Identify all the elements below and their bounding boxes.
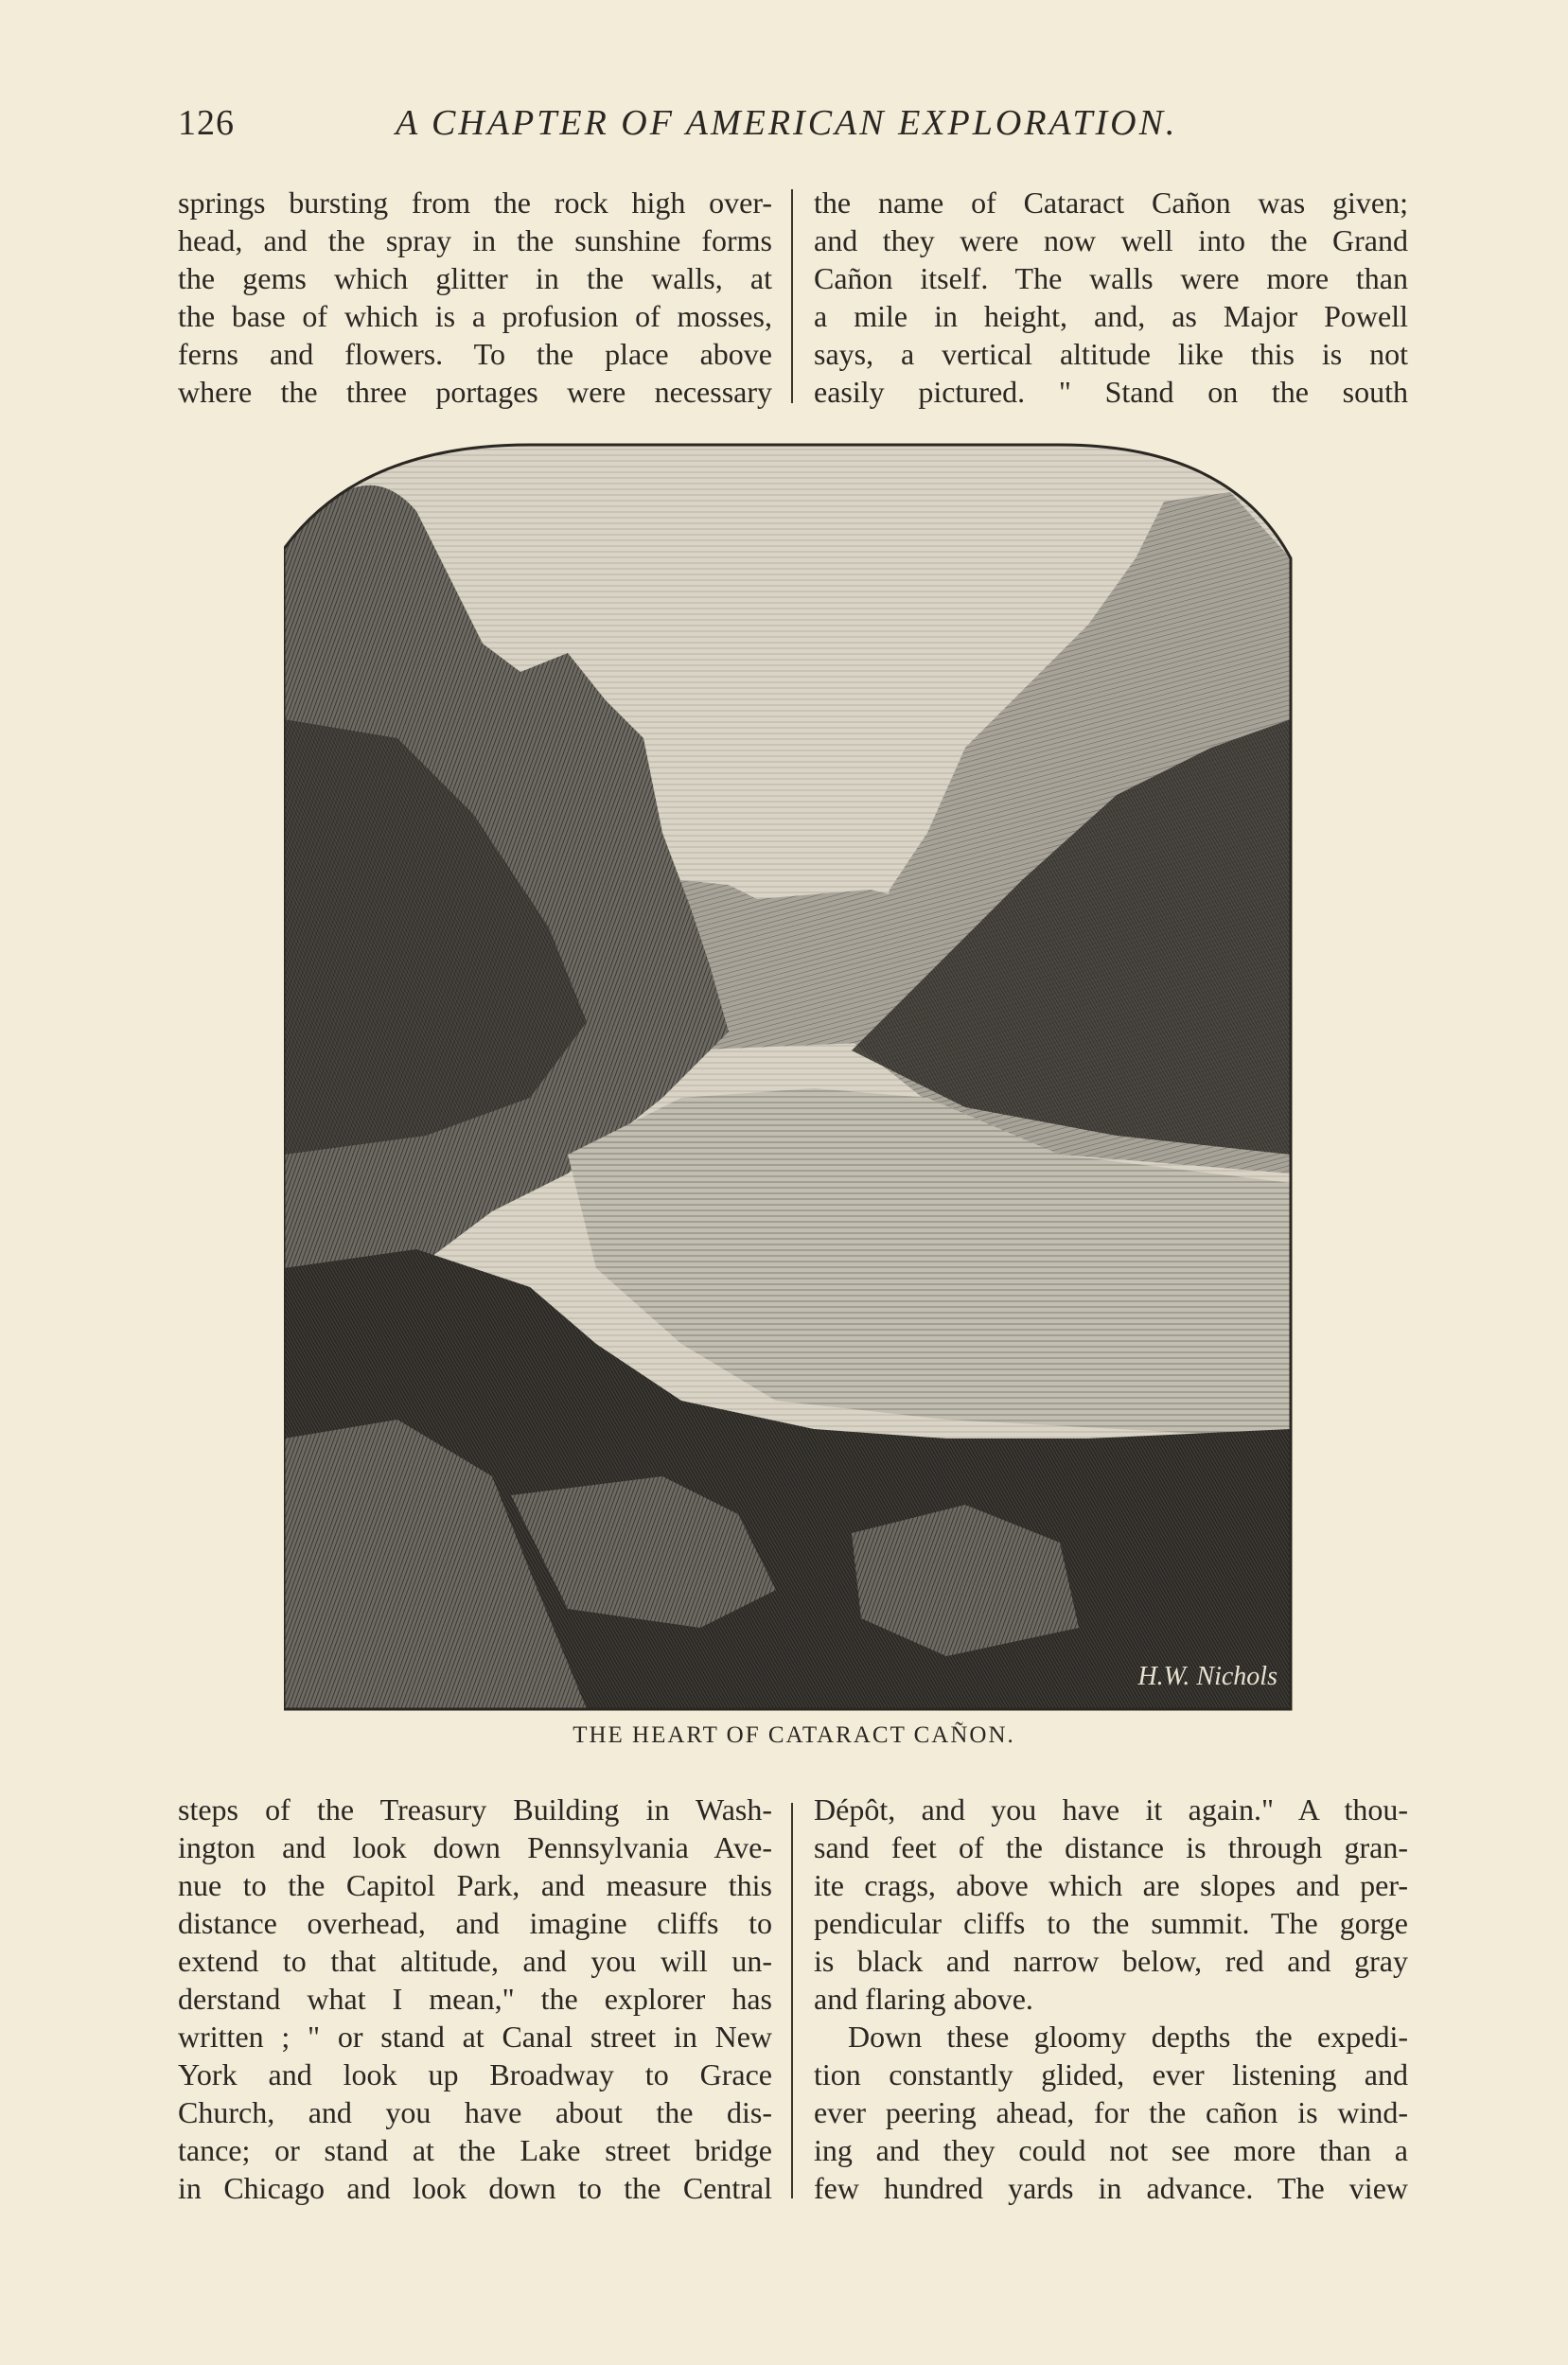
text-column-bottom-left bbox=[178, 1791, 772, 2207]
page-number: 126 bbox=[178, 103, 235, 143]
text-line: the name of Cataract Cañon was given; bbox=[814, 185, 1408, 220]
text-line: derstand what I mean," the explorer has bbox=[178, 1982, 772, 2016]
text-column-bottom-right bbox=[814, 1791, 1408, 2207]
text-line: Dépôt, and you have it again." A thou- bbox=[814, 1792, 1408, 1827]
artist-signature: H.W. Nichols bbox=[1137, 1662, 1277, 1691]
text-line: easily pictured. " Stand on the south bbox=[814, 375, 1408, 409]
text-line: a mile in height, and, as Major Powell bbox=[814, 299, 1408, 333]
text-line: pendicular cliffs to the summit. The gorge bbox=[814, 1906, 1408, 1940]
text-column-top-right bbox=[814, 184, 1408, 411]
text-line: says, a vertical altitude like this is not bbox=[814, 337, 1408, 371]
text-line: distance overhead, and imagine cliffs to bbox=[178, 1906, 772, 1940]
page-header bbox=[178, 102, 1408, 144]
figure-caption: THE HEART OF CATARACT CAÑON. bbox=[573, 1722, 1015, 1748]
text-line: tion constantly glided, ever listening and bbox=[814, 2057, 1408, 2091]
canyon-engraving bbox=[284, 435, 1304, 1713]
text-line: ington and look down Pennsylvania Ave- bbox=[178, 1830, 772, 1864]
text-line: few hundred yards in advance. The view bbox=[814, 2171, 1408, 2205]
text-line: sand feet of the distance is through gran- bbox=[814, 1830, 1408, 1864]
text-line: Down these gloomy depths the expedi- bbox=[848, 2020, 1408, 2054]
text-line: the base of which is a profusion of mosses, bbox=[178, 299, 772, 333]
text-line: ite crags, above which are slopes and per- bbox=[814, 1868, 1408, 1902]
running-title: A CHAPTER OF AMERICAN EXPLORATION. bbox=[396, 103, 1178, 143]
text-line: extend to that altitude, and you will un- bbox=[178, 1944, 772, 1978]
text-line: where the three portages were necessary bbox=[178, 375, 772, 409]
text-line: and flaring above. bbox=[814, 1982, 1033, 2016]
text-line: Church, and you have about the dis- bbox=[178, 2095, 772, 2129]
text-line: in Chicago and look down to the Central bbox=[178, 2171, 772, 2205]
text-line: ferns and flowers. To the place above bbox=[178, 337, 772, 371]
text-line: Cañon itself. The walls were more than bbox=[814, 261, 1408, 295]
column-rule-bottom bbox=[791, 1803, 793, 2198]
text-line: and they were now well into the Grand bbox=[814, 223, 1408, 257]
text-line: ever peering ahead, for the cañon is wind- bbox=[814, 2095, 1408, 2129]
text-line: written ; " or stand at Canal street in New bbox=[178, 2020, 772, 2054]
text-line: steps of the Treasury Building in Wash- bbox=[178, 1792, 772, 1827]
text-line: York and look up Broadway to Grace bbox=[178, 2057, 772, 2091]
text-line: the gems which glitter in the walls, at bbox=[178, 261, 772, 295]
text-line: nue to the Capitol Park, and measure this bbox=[178, 1868, 772, 1902]
column-rule-top bbox=[791, 189, 793, 403]
text-column-top-left bbox=[178, 184, 772, 411]
text-line: springs bursting from the rock high over- bbox=[178, 185, 772, 220]
text-line: is black and narrow below, red and gray bbox=[814, 1944, 1408, 1978]
text-line: tance; or stand at the Lake street bridge bbox=[178, 2133, 772, 2167]
text-line: head, and the spray in the sunshine forms bbox=[178, 223, 772, 257]
text-line: ing and they could not see more than a bbox=[814, 2133, 1408, 2167]
